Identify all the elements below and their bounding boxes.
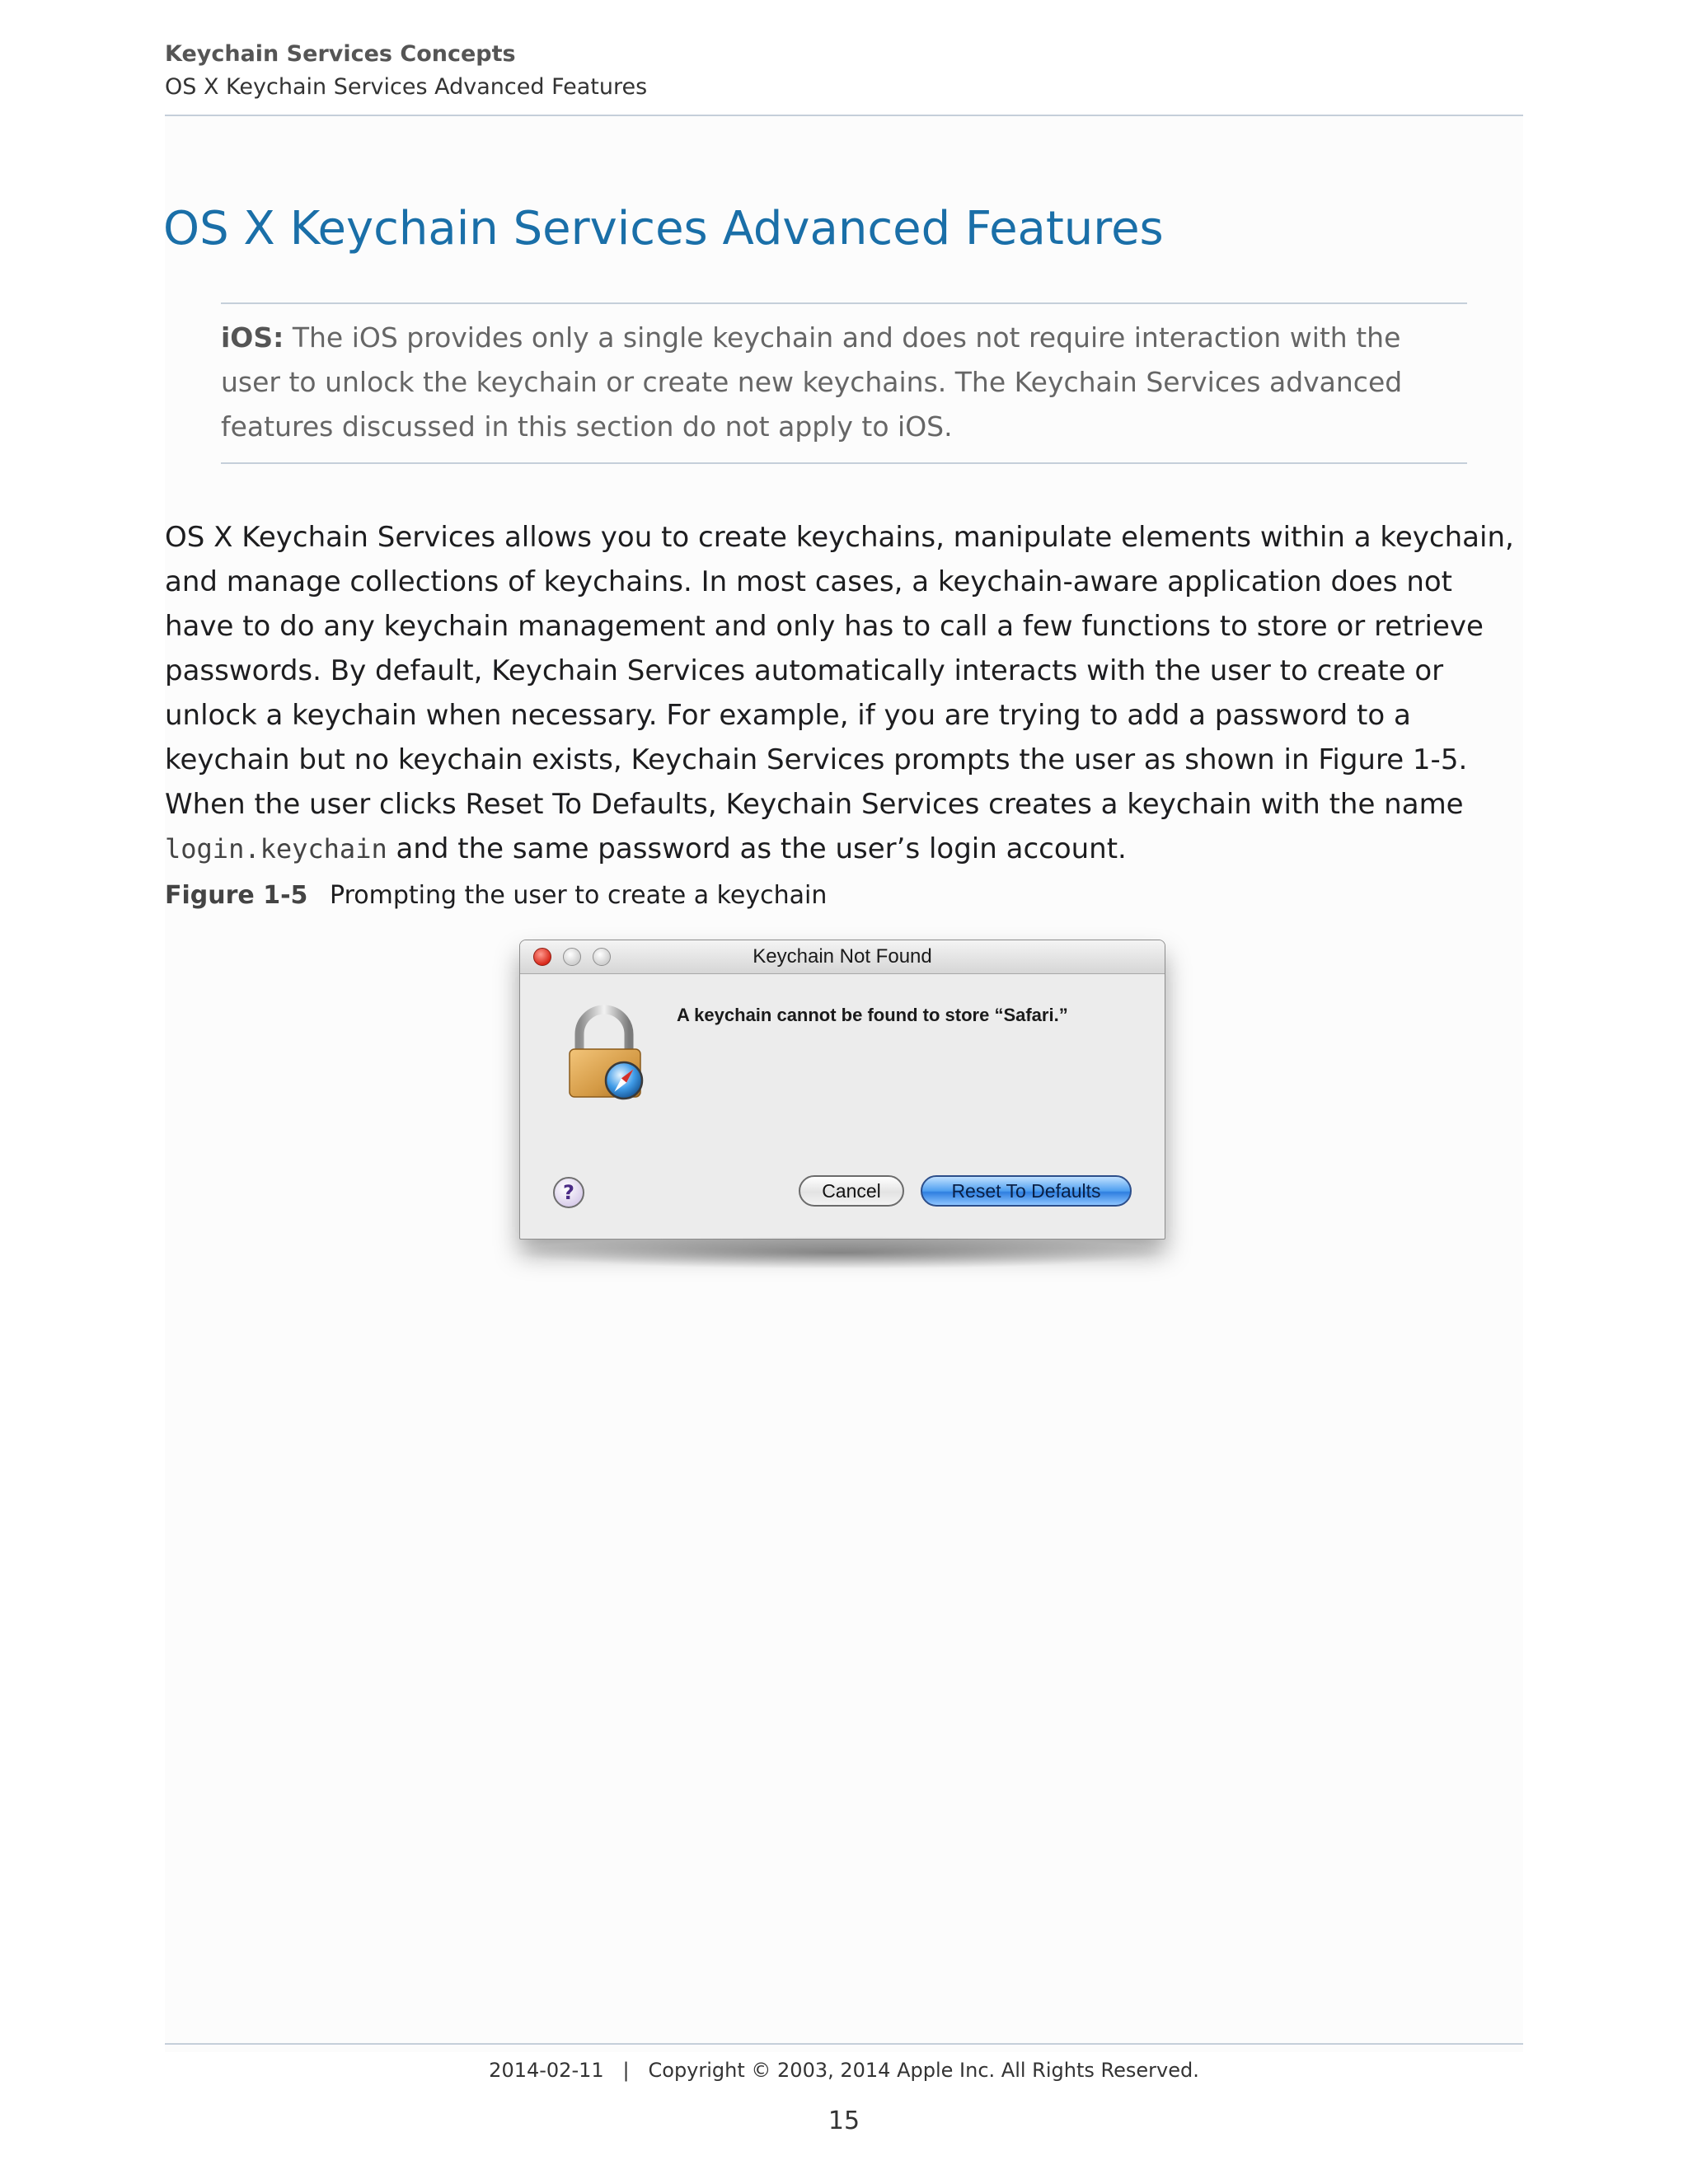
padlock-icon	[561, 1005, 652, 1104]
body-paragraph	[165, 515, 1523, 871]
keychain-not-found-dialog	[519, 940, 1165, 1240]
page-number: 15	[828, 2107, 860, 2135]
figure-number: Figure 1-5	[165, 881, 308, 910]
page-title: OS X Keychain Services Advanced Features	[163, 202, 1164, 255]
header-divider	[165, 115, 1523, 116]
dialog-titlebar	[520, 940, 1165, 974]
note-divider-bottom	[221, 462, 1467, 464]
dialog-shadow	[511, 1236, 1170, 1269]
ios-note	[221, 316, 1467, 449]
section-title: OS X Keychain Services Advanced Features	[165, 74, 648, 100]
reset-to-defaults-button[interactable]: Reset To Defaults	[921, 1175, 1132, 1207]
body-text-2: and the same password as the user’s login account.	[387, 832, 1127, 865]
note-label: iOS:	[221, 321, 284, 354]
figure-caption-text: Prompting the user to create a keychain	[330, 881, 828, 910]
note-text: The iOS provides only a single keychain and does not require interaction with the user to unlock the keychain or create new keychains. The Keychain Services advanced features discussed in this section do not apply to iOS.	[221, 321, 1403, 443]
cancel-button[interactable]: Cancel	[799, 1175, 904, 1207]
footer-divider	[165, 2043, 1523, 2045]
running-header	[165, 38, 1523, 104]
figure-caption	[165, 878, 827, 914]
body-text-1: OS X Keychain Services allows you to create keychains, manipulate elements within a keychain, and manage collections of keychains. In most cases, a keychain-aware application does not have to do any keychain management and only has to call a few functions to store or retrieve passwords. By default, Keychain Services automatically interacts with the user to create or unlock a keychain when necessary. For example, if you are trying to add a password to a keychain but no keychain exists, Keychain Services prompts the user as shown in Figure 1-5. When the user clicks Reset To Defaults, Keychain Services creates a keychain with the name	[165, 521, 1514, 821]
help-button[interactable]: ?	[553, 1177, 584, 1208]
code-login-keychain: login.keychain	[165, 833, 387, 865]
note-divider-top	[221, 302, 1467, 304]
chapter-title: Keychain Services Concepts	[165, 41, 516, 67]
dialog-title: Keychain Not Found	[753, 945, 932, 968]
footer-copyright: 2014-02-11 | Copyright © 2003, 2014 Apple Inc. All Rights Reserved.	[489, 2059, 1199, 2082]
dialog-message: A keychain cannot be found to store “Safari.”	[677, 1005, 1068, 1025]
